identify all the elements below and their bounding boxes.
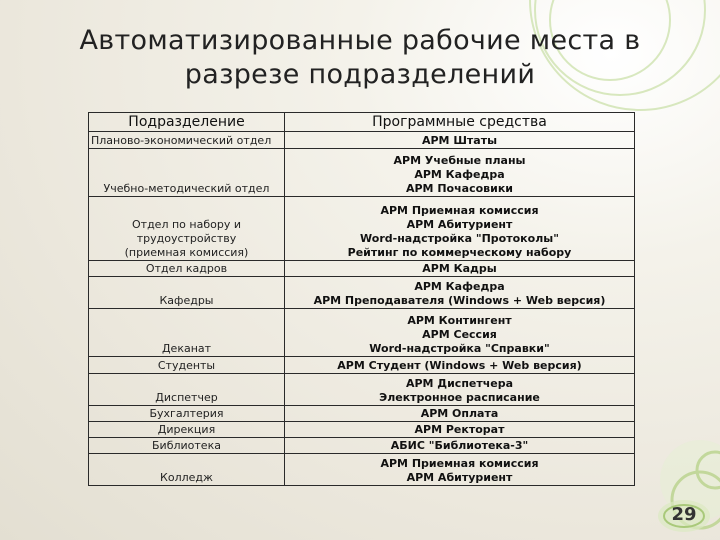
software-text: АРМ Приемная комиссия: [380, 457, 539, 470]
dept-cell: [89, 406, 285, 422]
software-cell: [285, 357, 635, 374]
software-text: Word-надстройка "Справки": [369, 342, 550, 355]
table-row: [89, 132, 635, 149]
software-text: АРМ Учебные планы: [393, 154, 526, 167]
software-text: АРМ Ректорат: [414, 423, 505, 436]
dept-cell: [89, 309, 285, 357]
dept-text: трудоустройству: [136, 232, 237, 245]
software-text: АРМ Оплата: [420, 407, 499, 420]
dept-text: Кафедры: [159, 294, 214, 307]
software-text: АРМ Преподавателя (Windows + Web версия): [313, 294, 606, 307]
dept-text: Дирекция: [157, 423, 216, 436]
software-cell: [285, 454, 635, 486]
software-cell: [285, 309, 635, 357]
page-number-badge: [656, 494, 712, 534]
table-row: [89, 438, 635, 454]
dept-cell: [89, 357, 285, 374]
title-line-2: разрезе подразделений: [184, 59, 536, 90]
software-cell: [285, 197, 635, 261]
title-line-1: Автоматизированные рабочие места в: [79, 25, 641, 56]
software-text: АБИС "Библиотека-3": [390, 439, 529, 452]
table-row: [89, 357, 635, 374]
software-text: АРМ Абитуриент: [406, 218, 513, 231]
table-row: [89, 197, 635, 261]
dept-text: Диспетчер: [155, 391, 218, 404]
software-text: АРМ Контингент: [407, 314, 512, 327]
header-department: Подразделение: [89, 113, 285, 132]
software-text: АРМ Студент (Windows + Web версия): [337, 359, 582, 372]
dept-text: Учебно-методический отдел: [103, 182, 270, 195]
table-header-row: [89, 113, 635, 132]
table-row: [89, 422, 635, 438]
dept-cell: [89, 197, 285, 261]
software-text: Электронное расписание: [379, 391, 540, 404]
table-row: [89, 277, 635, 309]
software-text: АРМ Кафедра: [414, 280, 505, 293]
dept-cell: [89, 277, 285, 309]
departments-table: [88, 112, 635, 486]
dept-text: Планово-экономический отдел: [91, 134, 272, 147]
software-text: АРМ Абитуриент: [406, 471, 513, 484]
table-row: [89, 374, 635, 406]
slide-title: [60, 24, 660, 92]
dept-text: (приемная комиссия): [124, 246, 249, 259]
dept-cell: [89, 422, 285, 438]
dept-cell: [89, 438, 285, 454]
software-text: АРМ Приемная комиссия: [380, 204, 539, 217]
software-cell: [285, 149, 635, 197]
software-text: АРМ Сессия: [422, 328, 497, 341]
table-row: [89, 149, 635, 197]
dept-text: Отдел кадров: [145, 262, 228, 275]
dept-text: Студенты: [157, 359, 216, 372]
software-cell: [285, 406, 635, 422]
table-row: [89, 406, 635, 422]
dept-text: Деканат: [161, 342, 212, 355]
software-text: АРМ Кафедра: [414, 168, 505, 181]
software-text: Рейтинг по коммерческому набору: [347, 246, 572, 259]
software-cell: [285, 132, 635, 149]
software-cell: [285, 422, 635, 438]
software-cell: [285, 438, 635, 454]
dept-text: Библиотека: [152, 439, 221, 452]
dept-cell: [89, 261, 285, 277]
dept-text: Бухгалтерия: [149, 407, 224, 420]
table-row: [89, 309, 635, 357]
dept-cell: [89, 132, 285, 149]
software-text: Word-надстройка "Протоколы": [360, 232, 559, 245]
dept-cell: [89, 454, 285, 486]
header-software: Программные средства: [285, 113, 635, 132]
table-row: [89, 454, 635, 486]
table-row: [89, 261, 635, 277]
software-text: АРМ Кадры: [422, 262, 497, 275]
dept-cell: [89, 374, 285, 406]
software-cell: [285, 261, 635, 277]
dept-cell: [89, 149, 285, 197]
software-text: АРМ Диспетчера: [405, 377, 514, 390]
page-number: 29: [671, 504, 697, 525]
dept-text: Отдел по набору и: [132, 218, 241, 231]
software-cell: [285, 277, 635, 309]
software-text: АРМ Штаты: [421, 134, 498, 147]
software-text: АРМ Почасовики: [405, 182, 513, 195]
dept-text: Колледж: [160, 471, 213, 484]
software-cell: [285, 374, 635, 406]
